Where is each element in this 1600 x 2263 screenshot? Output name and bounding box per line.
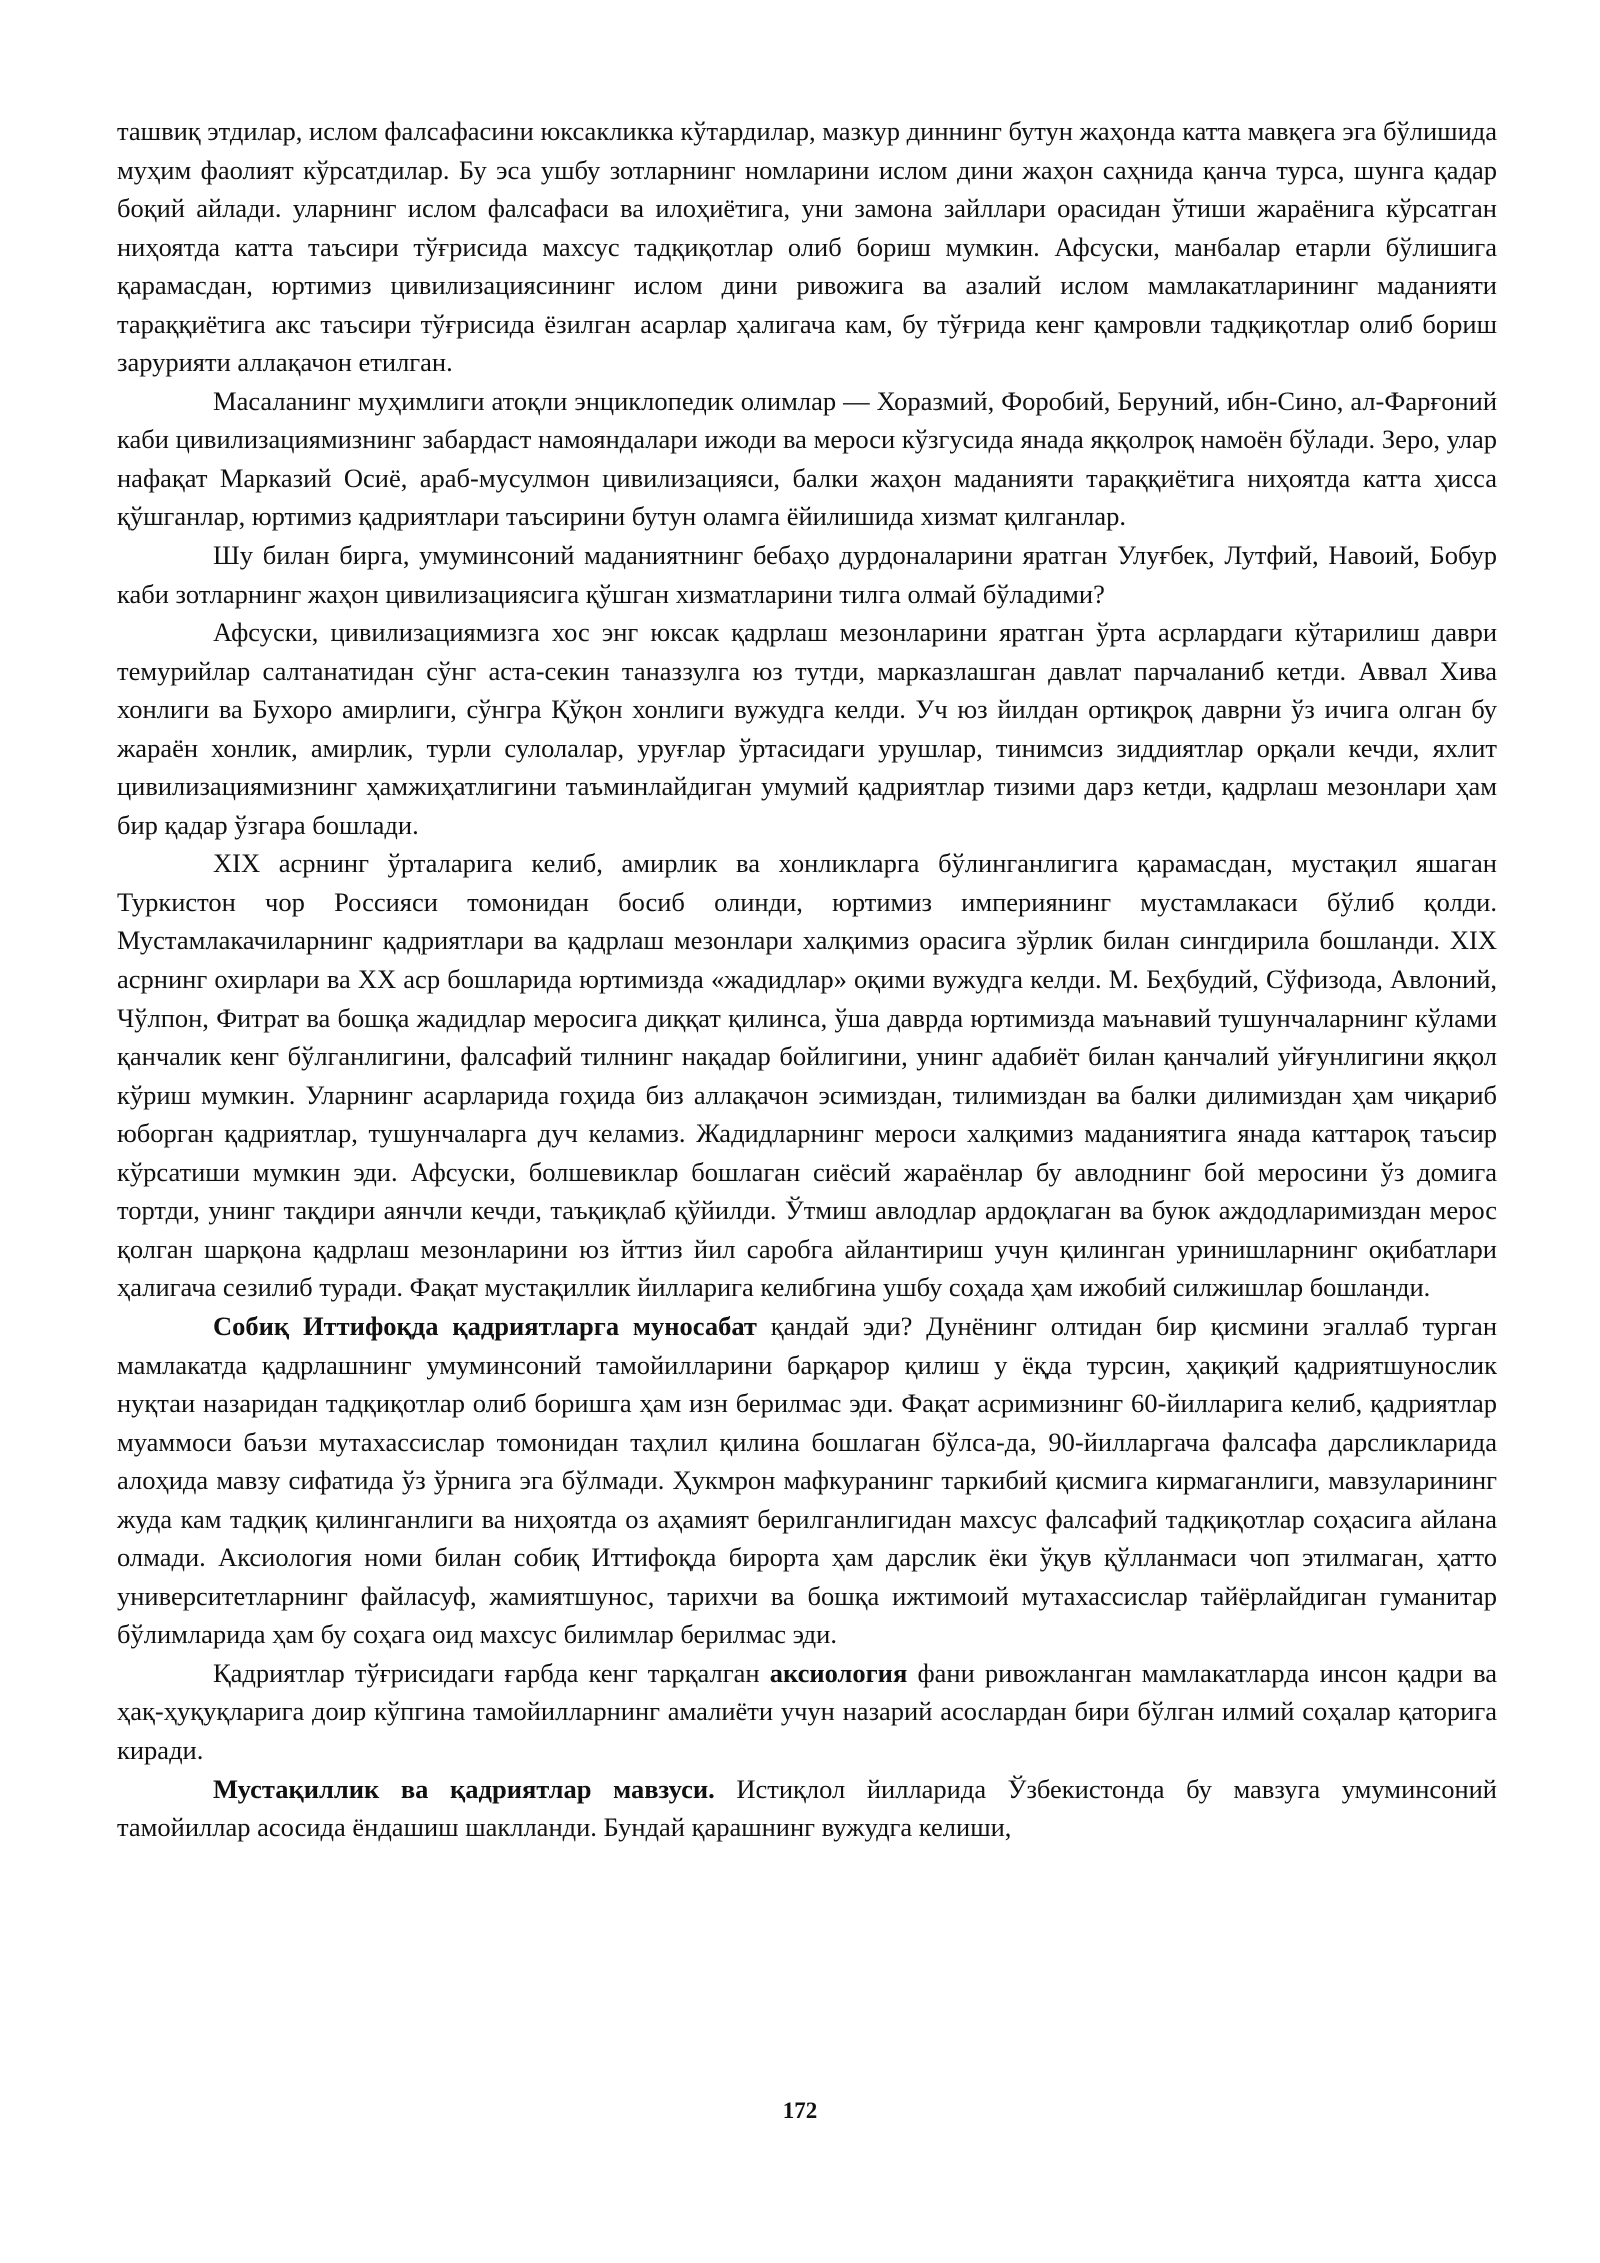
paragraph-5 [117,844,1497,1307]
paragraph-7 [117,1654,1497,1770]
paragraph-2-text: Масаланинг муҳимлиги атоқли энциклопедик олимлар — Хоразмий, Форобий, Беруний, ибн-Сино, ал-Фарғоний каби цивилизациямизнинг забардаст намояндалари ижоди ва мероси кўзгусида янада яққолроқ намоён бўлади. Зеро, улар нафақат Марказий Осиё, араб-мусулмон цивилизацияси, балки жаҳон маданияти тараққиётига ниҳоятда катта ҳисса қўшганлар, юртимиз қадриятлари таъсирини бутун оламга ёйилишида хизмат қилганлар. [117,385,1497,532]
paragraph-6-text: қандай эди? Дунёнинг олтидан бир қисмини эгаллаб турган мамлакатда қадрлашнинг умуминсоний тамойилларини барқарор қилиш у ёқда турсин, ҳақиқий қадриятшунослик нуқтаи назаридан тадқиқотлар олиб боришга ҳам изн берилмас эди. Фақат асримизнинг 60-йилларига келиб, қадриятлар муаммоси баъзи мутахассислар томонидан таҳлил қилина бошлаган бўлса-да, 90-йилларгача фалсафа дарсликларида алоҳида мавзу сифатида ўз ўрнига эга бўлмади. Ҳукмрон мафкуранинг таркибий қисмига кирмаганлиги, мавзуларининг жуда кам тадқиқ қилинганлиги ва ниҳоятда оз аҳамият берилганлигидан махсус фалсафий тадқиқотлар соҳасига айлана олмади. Аксиология номи билан собиқ Иттифоқда бирорта ҳам дарслик ёки ўқув қўлланмаси чоп этилмаган, ҳатто университетларнинг файласуф, жамиятшунос, тарихчи ва бошқа ижтимоий мутахассислар тайёрлайдиган гуманитар бўлимларида ҳам бу соҳага оид махсус билимлар берилмас эди. [117,1310,1497,1650]
paragraph-1-text: ташвиқ этдилар, ислом фалсафасини юксакликка кўтардилар, мазкур диннинг бутун жаҳонда катта мавқега эга бўлишида муҳим фаолият кўрсатдилар. Бу эса ушбу зотларнинг номларини ислом дини жаҳон саҳнида қанча турса, шунга қадар боқий айлади. уларнинг ислом фалсафаси ва илоҳиётига, уни замона зайллари орасидан ўтиши жараёнига кўрсатган ниҳоятда катта таъсири тўғрисида махсус тадқиқотлар олиб бориш мумкин. Афсуски, манбалар етарли бўлишига қарамасдан, юртимиз цивилизациясининг ислом дини ривожига ва азалий ислом мамлакатларининг маданияти тараққиётига акс таъсири тўғрисида ёзилган асарлар ҳалигача кам, бу тўғрида кенг қамровли тадқиқотлар олиб бориш зарурияти аллақачон етилган. [117,116,1497,378]
page-body [117,112,1497,1847]
paragraph-3-text: Шу билан бирга, умуминсоний маданиятнинг бебаҳо дурдоналарини яратган Улуғбек, Лутфий, Навоий, Бобур каби зотларнинг жаҳон цивилизациясига қўшган хизматларини тилга олмай бўладими? [117,540,1497,609]
term-axiology: аксиология [769,1657,908,1688]
paragraph-8-text: Истиқлол йилларида Ўзбекистонда бу мавзуга умуминсоний тамойиллар асосида ёндашиш шаклланди. Бундай қарашнинг вужудга келиши, [117,1773,1497,1843]
page-number: 172 [782,2098,818,2123]
paragraph-4-text: Афсуски, цивилизациямизга хос энг юксак қадрлаш мезонларини яратган ўрта асрлардаги кўтарилиш даври темурийлар салтанатидан сўнг аста-секин таназзулга юз тутди, марказлашган давлат парчаланиб кетди. Аввал Хива хонлиги ва Бухоро амирлиги, сўнгра Қўқон хонлиги вужудга келди. Уч юз йилдан ортиқроқ даврни ўз ичига олган бу жараён хонлик, амирлик, турли сулолалар, уруғлар ўртасидаги урушлар, тинимсиз зиддиятлар орқали кечди, яхлит цивилизациямизнинг ҳамжиҳатлигини таъминлайдиган умумий қадриятлар тизими дарз кетди, қадрлаш мезонлари ҳам бир қадар ўзгара бошлади. [117,617,1497,840]
section-heading-soviet-values: Собиқ Иттифоқда қадриятларга муносабат [213,1310,757,1341]
paragraph-1 [117,112,1497,382]
section-heading-independence-values: Мустақиллик ва қадриятлар мавзуси. [213,1773,715,1804]
paragraph-2 [117,382,1497,536]
paragraph-4 [117,613,1497,844]
paragraph-8 [117,1770,1497,1847]
paragraph-3 [117,536,1497,613]
paragraph-7-text: фани ривожланган мамлакатларда инсон қадри ва ҳақ-ҳуқуқларига доир кўпгина тамойилларнинг амалиёти учун назарий асослардан бири бўлган илмий соҳалар қаторига киради. [117,1657,1497,1765]
paragraph-6 [117,1307,1497,1654]
paragraph-7-lead: Қадриятлар тўғрисидаги ғарбда кенг тарқалган [213,1657,770,1688]
paragraph-5-text: XIX асрнинг ўрталарига келиб, амирлик ва хонликларга бўлинганлигига қарамасдан, мустақил яшаган Туркистон чор Россияси томонидан босиб олинди, юртимиз империянинг мустамлакаси бўлиб қолди. Мустамлакачиларнинг қадриятлари ва қадрлаш мезонлари халқимиз орасига зўрлик билан сингдирила бошланди. XIX асрнинг охирлари ва XX аср бошларида юртимизда «жадидлар» оқими вужудга келди. М. Беҳбудий, Сўфизода, Авлоний, Чўлпон, Фитрат ва бошқа жадидлар меросига диққат қилинса, ўша даврда юртимизда маънавий тушунчаларнинг кўлами қанчалик кенг бўлганлигини, фалсафий тилнинг нақадар бойлигини, унинг адабиёт билан қанчалий уйғунлигини яққол кўриш мумкин. Уларнинг асарларида гоҳида биз аллақачон эсимиздан, тилимиздан ва балки дилимиздан ҳам чиқариб юборган қадриятлар, тушунчаларга дуч келамиз. Жадидларнинг мероси халқимиз маданиятига янада каттароқ таъсир кўрсатиши мумкин эди. Афсуски, болшевиклар бошлаган сиёсий жараёнлар бу авлоднинг бой меросини ўз домига тортди, унинг тақдири аянчли кечди, таъқиқлаб қўйилди. Ўтмиш авлодлар ардоқлаган ва буюк аждодларимиздан мерос қолган шарқона қадрлаш мезонларини юз йттиз йил саробга айлантириш учун қилинган уринишларнинг оқибатлари ҳалигача сезилиб туради. Фақат мустақиллик йилларига келибгина ушбу соҳада ҳам ижобий силжишлар бошланди. [117,848,1497,1303]
